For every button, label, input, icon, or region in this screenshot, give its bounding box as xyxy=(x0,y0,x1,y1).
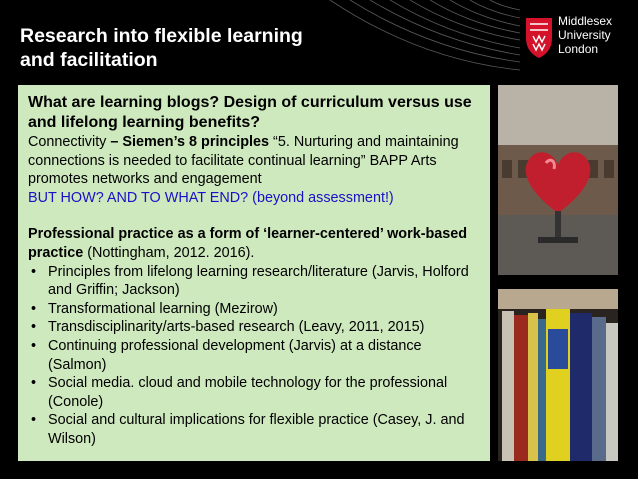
list-item: • Transdisciplinarity/arts-based research (Leavy, 2011, 2015) xyxy=(28,318,480,337)
logo-line3: London xyxy=(558,42,599,56)
logo-line2: University xyxy=(558,28,611,42)
siemens-principles: – Siemen’s 8 principles xyxy=(110,134,270,150)
professional-practice-heading xyxy=(28,225,480,262)
slide-title xyxy=(20,24,400,72)
heart-sculpture-photo xyxy=(498,85,618,275)
list-item: • Social media. cloud and mobile technology for the professional (Conole) xyxy=(28,374,480,411)
content-panel xyxy=(18,85,490,461)
slide-title-line2: and facilitation xyxy=(20,49,158,71)
connectivity-quote: “5. Nurturing and maintaining connections is needed to facilitate continual learning” BAPP Arts promotes networks and engagement xyxy=(28,134,459,188)
list-item: • Social and cultural implications for flexible practice (Casey, J. and Wilson) xyxy=(28,411,480,448)
university-logo-text xyxy=(558,14,612,56)
list-item: • Transformational learning (Mezirow) xyxy=(28,300,480,319)
principles-list xyxy=(28,263,480,449)
list-item: • Continuing professional development (Jarvis) at a distance (Salmon) xyxy=(28,337,480,374)
logo-line1: Middlesex xyxy=(558,14,613,28)
slide-title-line1: Research into flexible learning xyxy=(20,25,303,47)
connectivity-paragraph xyxy=(28,133,480,189)
connectivity-label: Connectivity xyxy=(28,134,111,150)
professional-practice-citation: (Nottingham, 2012. 2016). xyxy=(83,244,255,261)
professional-practice-bold: Professional practice as a form of ‘learner-centered’ work-based practice xyxy=(28,226,468,261)
bookshelf-photo xyxy=(498,289,618,461)
list-item: • Principles from lifelong learning research/literature (Jarvis, Holford and Griffin; Jackson) xyxy=(28,263,480,300)
highlight-question: BUT HOW? AND TO WHAT END? (beyond assessment!) xyxy=(28,189,394,206)
heading-learning-blogs: What are learning blogs? Design of curriculum versus use and lifelong learning benefits? xyxy=(28,94,472,131)
